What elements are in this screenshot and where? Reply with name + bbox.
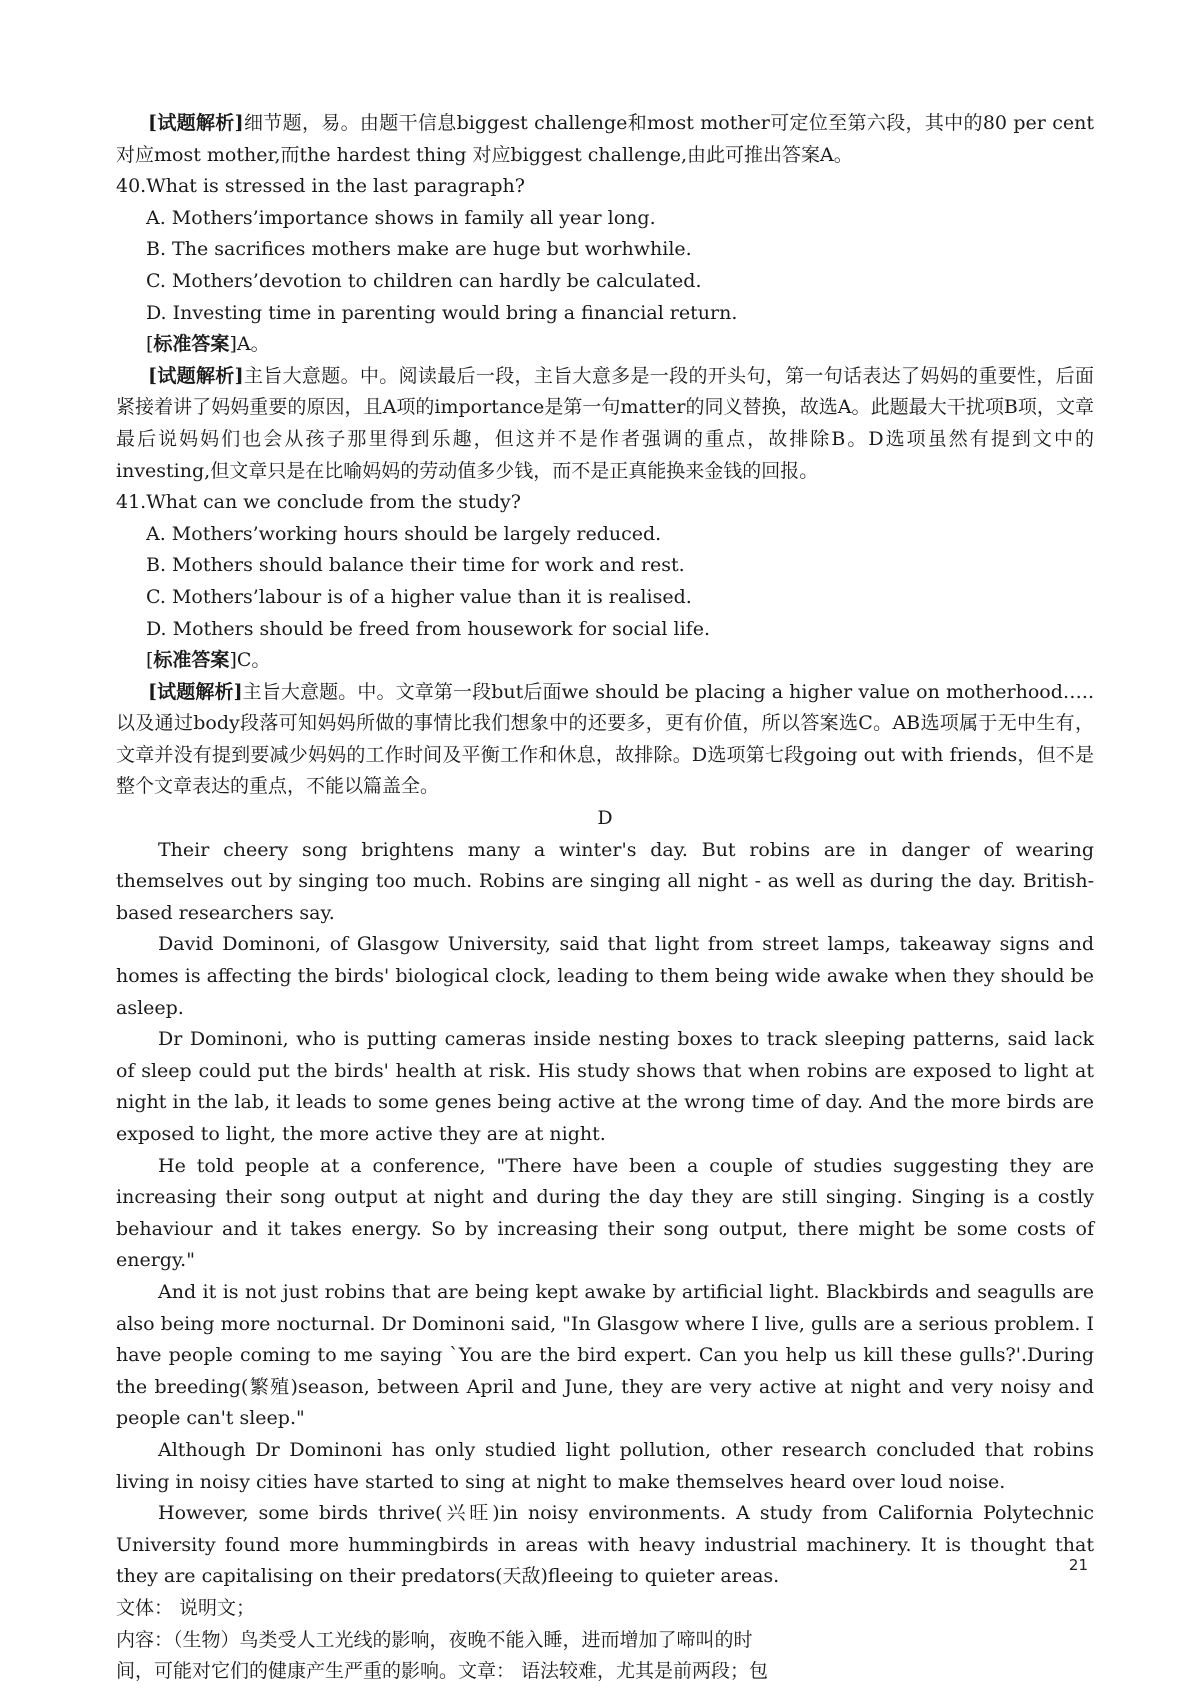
section-heading: D [597,807,613,830]
document-page [116,108,1094,1688]
q40-option-a: A. Mothers’importance shows in family all year long. [146,206,656,229]
q40-answer: [标准答案]A。 [146,333,270,356]
q41-option-c: C. Mothers’labour is of a higher value than it is realised. [146,585,692,608]
q41-option-a: A. Mothers’working hours should be largely reduced. [146,522,662,545]
q41-option-b: B. Mothers should balance their time for work and rest. [146,554,685,577]
content-line: 间，可能对它们的健康产生严重的影响。文章： 语法较难，尤其是前两段；包 [116,1660,769,1683]
passage-paragraph: He told people at a conference, "There have been a couple of studies suggesting they are increasing their song output at night and during the day they are still singing. Singing is a costly behaviour and it takes energy. So by increasing their song output, there might be some costs of energy." [116,1154,1094,1272]
passage-paragraph: David Dominoni, of Glasgow University, said that light from street lamps, takeaway signs and homes is affecting the birds' biological clock, leading to them being wide awake when they should be asleep. [116,933,1094,1019]
content-line: 内容：（生物）鸟类受人工光线的影响，夜晚不能入睡，进而增加了啼叫的时 [116,1628,753,1651]
answer-text: C。 [236,649,271,672]
passage-paragraph: Their cheery song brightens many a winter's day. But robins are in danger of wearing themselves out by singing too much. Robins are singing all night - as well as during the day. British-based researchers say. [116,838,1094,924]
q40-analysis [116,361,1094,487]
analysis-label: [试题解析] [148,680,243,703]
genre-line: 文体： 说明文； [116,1596,256,1619]
passage-paragraph: And it is not just robins that are being kept awake by artificial light. Blackbirds and seagulls are also being more nocturnal. Dr Dominoni said, "In Glasgow where I live, gulls are a serious problem. I have people coming to me saying `You are the bird expert. Can you help us kill these gulls?'.During the breeding(繁殖)season, between April and June, they are very active at night and very noisy and people can't sleep." [116,1280,1094,1430]
q41-option-d: D. Mothers should be freed from housework for social life. [146,617,710,640]
analysis-text: 主旨大意题。中。阅读最后一段，主旨大意多是一段的开头句，第一句话表达了妈妈的重要性，后面紧接着讲了妈妈重要的原因，且A项的importance是第一句matter的同义替换，故选A。此题最大干扰项B项，文章最后说妈妈们也会从孩子那里得到乐趣，但这并不是作者强调的重点，故排除B。D选项虽然有提到文中的investing,但文章只是在比喻妈妈的劳动值多少钱，而不是正真能换来金钱的回报。 [116,364,1094,482]
page-number: 21 [1068,1556,1088,1574]
answer-label: 标准答案 [153,333,230,356]
passage-paragraph: Dr Dominoni, who is putting cameras inside nesting boxes to track sleeping patterns, said lack of sleep could put the birds' health at risk. His study shows that when robins are exposed to light at night in the lab, it leads to some genes being active at the wrong time of day. And the more birds are exposed to light, the more active they are at night. [116,1028,1094,1145]
q39-analysis [116,108,1094,171]
analysis-label: [试题解析] [148,364,244,387]
answer-label: 标准答案 [153,649,230,672]
analysis-text: 细节题，易。由题干信息biggest challenge和most mother可定位至第六段，其中的80 per cent对应most mother,而the hardest thing 对应biggest challenge,由此可推出答案A。 [116,112,1094,166]
passage-paragraph: Although Dr Dominoni has only studied light pollution, other research concluded that robins living in noisy cities have started to sing at night to make themselves heard over loud noise. [116,1438,1094,1493]
analysis-text: 主旨大意题。中。文章第一段but后面we should be placing a higher value on motherhood…..以及通过body段落可知妈妈所做的事情比我们想象中的还要多，更有价值，所以答案选C。AB选项属于无中生有，文章并没有提到要减少妈妈的工作时间及平衡工作和休息，故排除。D选项第七段going out with friends，但不是整个文章表达的重点，不能以篇盖全。 [116,680,1094,798]
q40-option-d: D. Investing time in parenting would bring a financial return. [146,301,738,324]
q40-option-c: C. Mothers’devotion to children can hardly be calculated. [146,269,702,292]
q41-analysis [116,677,1094,803]
answer-text: A。 [236,333,270,356]
passage-paragraph: However, some birds thrive(兴旺)in noisy environments. A study from California Polytechnic University found more hummingbirds in areas with heavy industrial machinery. It is thought that they are capitalising on their predators(天敌)fleeing to quieter areas. [116,1502,1094,1588]
q41-answer: [标准答案]C。 [146,649,271,672]
analysis-label: [试题解析] [148,112,244,134]
q40-question: 40.What is stressed in the last paragraph? [116,175,525,198]
q40-option-b: B. The sacrifices mothers make are huge but worhwhile. [146,238,692,261]
q41-question: 41.What can we conclude from the study? [116,491,521,514]
